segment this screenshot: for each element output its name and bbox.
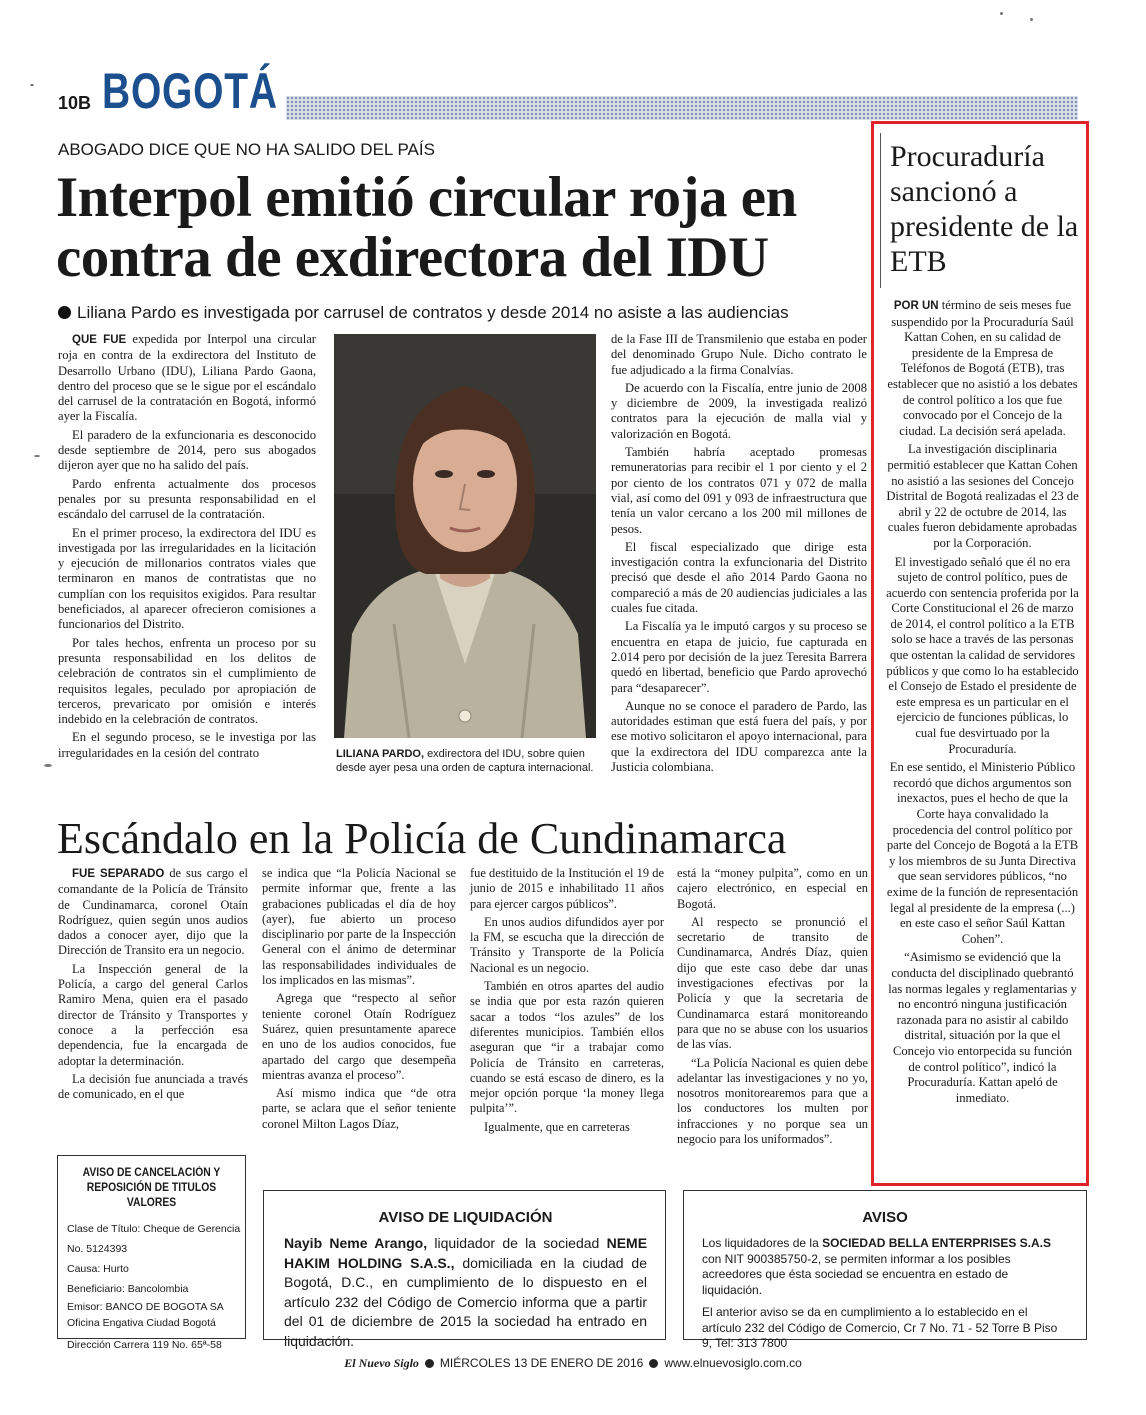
paragraph: Pardo enfrenta actualmente dos procesos penales por su presunta responsabilidad en el escándalo del carrusel de la contratación. — [58, 476, 316, 522]
paragraph: La Fiscalía ya le imputó cargos y su proceso se encuentra en etapa de juicio, fue capturada en 2.014 pero por decisión de la juez Teresita Barrera quedó en libertad, beneficio que Pardo aprovechó para “desaparecer”. — [611, 619, 867, 695]
caption-text: exdirectora del IDU, sobre quien desde ayer pesa una orden de captura internacional. — [336, 748, 594, 774]
sidebar-headline: Procuraduría sancionó a presidente de la ETB — [890, 140, 1079, 278]
bullet-icon — [425, 1359, 434, 1368]
page-number: 10B — [58, 93, 92, 113]
bullet-icon — [649, 1359, 658, 1368]
paragraph — [58, 332, 316, 425]
headline-line-2: contra de exdirectora del IDU — [56, 226, 769, 289]
portrait-illustration — [334, 334, 596, 738]
notice-line: No. 5124393 — [67, 1243, 128, 1255]
notice-body — [702, 1236, 1068, 1298]
footer-date: MIÉRCOLES 13 DE ENERO DE 2016 — [439, 1356, 644, 1370]
paragraph-text: expedida por Interpol una circular roja en contra de la exdirectora del Instituto de Desarrollo Urbano (IDU), Liliana Pardo Gaona, dentro del proceso que se le sigue por el escándalo del carrusel de la contratación en Bogotá, informó ayer la Fiscalía. — [58, 332, 316, 424]
paragraph: Al respecto se pronunció el secretario de transito de Cundinamarca, Andrés Díaz, quien dijo que este caso debe dar unas investigaciones efectivas por la Policía y que la secretaria de Cundinamarca estará monitoreando para que no se abuse con los usuarios de las vías. — [677, 914, 868, 1052]
notice-body: El anterior aviso se da en cumplimiento a lo establecido en el artículo 232 del Código de Comercio, Cr 7 No. 71 - 52 Torre B Piso 9, Tel: 313 7800 — [702, 1305, 1058, 1350]
scan-speck — [30, 84, 34, 86]
section-title: BOGOTÁ — [102, 63, 278, 119]
notice-text: domiciliada en la ciudad de Bogotá, D.C., en cumplimiento de lo dispuesto en el artículo 232 del Código de Comercio informa que a partir del 01 de diciembre de 2015 la sociedad ha entrado en liquidación. — [284, 1254, 648, 1349]
notice-aviso — [683, 1190, 1087, 1350]
portrait-photo — [334, 334, 596, 738]
paragraph — [886, 298, 1079, 439]
footer-brand: El Nuevo Siglo — [344, 1356, 419, 1370]
scan-speck — [1030, 18, 1033, 21]
paragraph: Por tales hechos, enfrenta un proceso por su presunta responsabilidad en los delitos de celebración de contratos sin el cumplimiento de requisitos legales, peculado por apropiación de terceros, prevaricato por omisión e interés indebido en la celebración de contratos. — [58, 635, 316, 727]
paragraph: está la “money pulpita”, como en un cajero electrónico, en especial en Bogotá. — [677, 866, 868, 911]
article2-column-4 — [677, 866, 868, 1150]
notice-liquidation — [263, 1190, 666, 1349]
page-footer — [0, 1356, 1146, 1371]
scan-speck — [44, 764, 52, 767]
sidebar-body — [886, 298, 1079, 1109]
article2-column-2 — [262, 866, 456, 1135]
paragraph: fue destituido de la Institución el 19 de junio de 2015 e inhabilitado 11 años para ejercer cargos públicos”. — [470, 866, 664, 911]
paragraph: En el primer proceso, la exdirectora del IDU es investigada por las irregularidades en la licitación y ejecución de millonarios contratos viales que terminaron en manos de contratistas que no cumplían con los requisitos exigidos. Para resultar beneficiados, al aparecer ofrecieron comisiones a funcionarios del Distrito. — [58, 525, 316, 632]
paragraph-text: de sus cargo el comandante de la Policía de Tránsito de Cundinamarca, coronel Otaín Rodríguez, quien según unos audios dados a conocer ayer, dijo que la Dirección de Transito era un negocio. — [58, 866, 248, 958]
paragraph: También habría aceptado promesas remuneratorias para recibir el 1 por ciento y el 2 por ciento de los contratos 071 y 072 de malla vial, así como del 091 y 093 de infraestructura que tenía un valor cercano a los 200 mil millones de pesos. — [611, 445, 867, 536]
notice-line: Dirección Carrera 119 No. 65ª-58 — [67, 1339, 222, 1351]
paragraph: Agrega que “respecto al señor teniente coronel Otaín Rodríguez Suárez, quien presuntamente aparece en uno de los audios conocidos, fue apartado del cargo que desempeña mientras avanza el proceso”. — [262, 991, 456, 1082]
notice-text: con NIT 900385750-2, se permiten informar a los posibles acreedores que ésta sociedad se encuentra en estado de liquidación. — [702, 1251, 1011, 1297]
lead-in: QUE FUE — [72, 334, 127, 346]
notice-line: Emisor: BANCO DE BOGOTA SA Oficina Engativa Ciudad Bogotá — [67, 1301, 224, 1329]
article-column-1 — [58, 332, 316, 764]
paragraph: De acuerdo con la Fiscalía, entre junio de 2008 y diciembre de 2009, la investigada realizó contratos para la ejecución de malla vial y valorización en Bogotá. — [611, 380, 867, 441]
notice-line: Beneficiario: Bancolombia — [67, 1283, 189, 1295]
paragraph: En unos audios difundidos ayer por la FM, se escucha que la dirección de Tránsito y Transporte de la Policía Nacional es un negocio. — [470, 914, 664, 975]
scan-speck — [1000, 12, 1003, 15]
paragraph: En ese sentido, el Ministerio Público recordó que dichos argumentos son inexactos, pues el hecho de que la Corte haya convalidado la procedencia del control político por parte del Concejo de Bogotá a la ETB y los miembros de su Junta Directiva que sean servidores públicos, “no exime de la función de representación legal al presidente de la empresa (...) en este caso el señor Saúl Kattan Cohen”. — [886, 760, 1079, 946]
scan-speck — [34, 455, 40, 457]
paragraph: La decisión fue anunciada a través de comunicado, en el que — [58, 1071, 248, 1102]
article-kicker: ABOGADO DICE QUE NO HA SALIDO DEL PAÍS — [58, 140, 435, 159]
paragraph-text: término de seis meses fue suspendido por la Procuraduría Saúl Kattan Cohen, en su calidad de presidente de la Empresa de Teléfonos de Bogotá (ETB), tras establecer que no asistió a los debates de control político a los que fue convocado por el Concejo de la ciudad. La decisión será apelada. — [887, 298, 1078, 438]
paragraph: También en otros apartes del audio se india que por esta razón quieren sacar a todos “los azules” de los diferentes municipios. También ellos aseguran que “ir a trabajar como Policía de Tránsito en carreteras, cuando se está escaso de dinero, es la mejor opción porque ‘la money llega pulpita’”. — [470, 979, 664, 1116]
article2-headline: Escándalo en la Policía de Cundinamarca — [57, 814, 787, 863]
section-header-bar — [286, 96, 1078, 120]
paragraph: de la Fase III de Transmilenio que estaba en poder del denominado Grupo Nule. Dicho contrato le fue adjudicado a la firma Conalvías. — [611, 332, 867, 377]
paragraph: La Inspección general de la Policía, a cargo del general Carlos Ramiro Mena, quien era el pasado director de Tránsito y Transportes y conoce a la perfección esa dependencia, fue la encargada de adoptar la determinación. — [58, 961, 248, 1068]
notice-title: AVISO DE CANCELACIÓN Y REPOSICIÓN DE TITULOS VALORES — [82, 1167, 221, 1209]
article2-column-1 — [58, 866, 248, 1105]
photo-caption — [336, 747, 594, 775]
notice-title: AVISO DE LIQUIDACIÓN — [378, 1209, 553, 1226]
article-headline — [56, 168, 866, 288]
notice-company: NEME HAKIM HOLDING S.A.S., — [284, 1235, 648, 1271]
notice-person: Nayib Neme Arango, — [284, 1235, 428, 1251]
lead-in: POR UN — [893, 300, 939, 312]
notice-text: Los liquidadores de la — [702, 1236, 819, 1250]
footer-url: www.elnuevosiglo.com.co — [664, 1356, 802, 1370]
notice-company: SOCIEDAD BELLA ENTERPRISES S.A.S — [822, 1236, 1052, 1250]
notice-title-cancellation — [57, 1155, 246, 1351]
sidebar-rule — [880, 133, 884, 288]
subhead-text: Liliana Pardo es investigada por carrusel de contratos y desde 2014 no asiste a las audiencias — [77, 303, 789, 322]
article-subhead — [58, 303, 789, 323]
paragraph: Así mismo indica que “de otra parte, se aclara que el señor teniente coronel Milton Lagos Díaz, — [262, 1086, 456, 1131]
headline-line-1: Interpol emitió circular roja en — [56, 166, 797, 229]
bullet-icon — [58, 306, 71, 319]
paragraph: Igualmente, que en carreteras — [484, 1119, 630, 1134]
paragraph — [58, 866, 248, 959]
paragraph: “La Policía Nacional es quien debe adelantar las investigaciones y no yo, nosotros monitorearemos para que a los conductores los multen por infracciones y no porque sea un negocio para los uniformados”. — [677, 1055, 868, 1147]
notice-line: Causa: Hurto — [67, 1263, 129, 1275]
paragraph: El fiscal especializado que dirige esta investigación contra la exfuncionaria del Distrito precisó que desde el año 2014 Pardo Gaona no compareció a más de 20 audiencias judiciales a las cuales fue citada. — [611, 539, 867, 616]
paragraph: se indica que “la Policía Nacional se permite informar que, frente a las grabaciones publicadas el día de hoy (ayer), fue abierto un proceso disciplinario por parte de la Inspección General con el ánimo de determinar las responsabilidades individuales de los implicados en las mismas”. — [262, 866, 456, 988]
notice-title: AVISO — [862, 1209, 908, 1226]
notice-body — [284, 1234, 647, 1351]
article-column-3 — [611, 332, 867, 778]
lead-in: FUE SEPARADO — [72, 868, 165, 880]
paragraph: El paradero de la exfuncionaria es desconocido desde septiembre de 2014, pero sus abogados dijeron ayer que no ha salido del país. — [58, 427, 316, 473]
article2-column-3 — [470, 866, 664, 1138]
notice-line: Clase de Título: Cheque de Gerencia — [67, 1223, 241, 1235]
paragraph: Aunque no se conoce el paradero de Pardo, las autoridades estiman que está fuera del país, y por ese motivo solicitaron el apoyo internacional, para que la exdirectora del IDU comparezca ante la Justicia colombiana. — [611, 698, 867, 775]
paragraph: “Asimismo se evidenció que la conducta del disciplinado quebrantó las normas legales y reglamentarias y no encontró ninguna justificación razonada para no asistir al cabildo distrital, situación por la que el Concejo vio entorpecida su función de control político”, indicó la Procuraduría. Kattan apeló de inmediato. — [888, 950, 1077, 1105]
caption-name: LILIANA PARDO, — [336, 748, 424, 760]
notice-text: liquidador de la sociedad — [434, 1235, 600, 1251]
paragraph: En el segundo proceso, se le investiga por las irregularidades en la cesión del contrato — [58, 730, 316, 760]
paragraph: El investigado señaló que él no era sujeto de control político, pues de acuerdo con sentencia proferida por la Corte Constitucional el 26 de marzo de 2014, el control político a la ETB solo se hace a través de las personas que ostentan la calidad de servidores públicos y que como lo ha establecido el Consejo de Estado el presidente de este empresa es un particular en el ejercicio de funciones públicas, lo cual fue desvirtuado por la Procuraduría. — [886, 554, 1079, 756]
paragraph: La investigación disciplinaria permitió establecer que Kattan Cohen no asistió a las sesiones del Concejo Distrital de Bogotá realizadas el 23 de abril y 22 de octubre de 2014, las cuales fueron debidamente aprobadas por la Corporación. — [886, 442, 1079, 550]
